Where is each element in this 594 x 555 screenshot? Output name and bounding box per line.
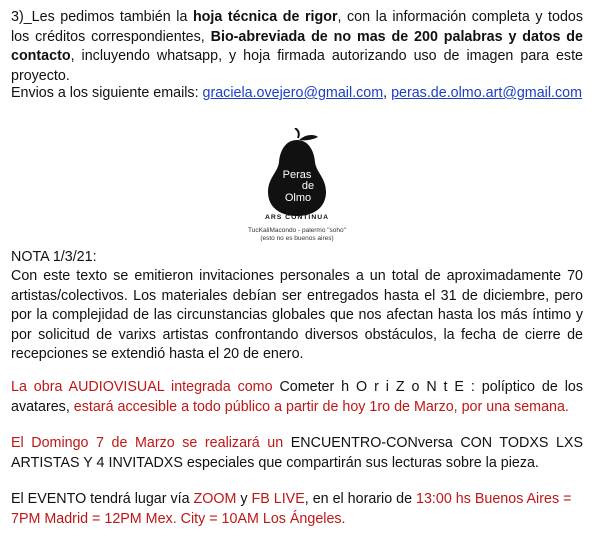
intro-paragraph bbox=[11, 8, 583, 86]
pear-logo-icon bbox=[222, 128, 372, 223]
logo-tagline-1: TucKaliMacondo - palermo "soho" bbox=[248, 227, 346, 234]
intro-tail: , incluyendo whatsapp, y hoja firmada autorizando uso de imagen para este proyecto. bbox=[11, 48, 583, 84]
audiovisual-red-lead: La obra AUDIOVISUAL integrada como bbox=[11, 379, 280, 395]
evento-and: y bbox=[236, 491, 252, 507]
evento-lead: El EVENTO tendrá lugar vía bbox=[11, 491, 194, 507]
encuentro-body: ENCUENTRO-CONversa CON TODXS LXS ARTISTAS Y 4 INVITADXS especiales que compartirán sus lecturas sobre la pieza. bbox=[11, 435, 583, 471]
emails-separator: , bbox=[383, 85, 392, 101]
encuentro-paragraph bbox=[11, 434, 583, 473]
intro-bold-bio: Bio-abreviada de no mas de 200 palabras y datos de contacto bbox=[11, 28, 583, 65]
intro-bold-technical-sheet: hoja técnica de rigor bbox=[192, 9, 338, 25]
emails-line bbox=[11, 84, 583, 104]
nota-body: Con este texto se emitieron invitaciones personales a un total de aproximadamente 70 artistas/colectivos. Los materiales debían ser entregados hasta el 31 de diciembre, pero por la complejidad de las circunstancias globales que nos afectan hasta los más íntimo y por solicitud de varixs artistas confrontando diversos obstáculos, la fecha de cierre de recepciones se extendió hasta el 20 de enero. bbox=[11, 268, 583, 363]
evento-zoom: ZOOM bbox=[193, 491, 237, 507]
evento-paragraph bbox=[11, 490, 583, 529]
audiovisual-paragraph bbox=[11, 378, 583, 417]
evento-times: 13:00 hs Buenos Aires = 7PM Madrid = 12PM Mex. City = 10AM Los Ángeles. bbox=[11, 491, 572, 527]
logo-subtitle: ARS CONTINUA bbox=[264, 214, 330, 221]
logo-tagline-2: (esto no es buenos aires) bbox=[260, 235, 334, 242]
logo-text-de: de bbox=[301, 180, 315, 192]
email-link-graciela[interactable]: graciela.ovejero@gmail.com bbox=[202, 85, 384, 101]
intro-mid: , con la información completa y todos los créditos correspondientes, bbox=[11, 9, 583, 45]
evento-fb-live: FB LIVE bbox=[251, 491, 305, 507]
audiovisual-title: Cometer h O r i Z o N t E : políptico de los avatares, bbox=[11, 379, 583, 415]
email-link-peras[interactable]: peras.de.olmo.art@gmail.com bbox=[391, 85, 582, 101]
logo-text-olmo: Olmo bbox=[284, 192, 312, 204]
encuentro-red-lead: El Domingo 7 de Marzo se realizará un bbox=[11, 435, 291, 451]
audiovisual-red-tail: estará accesible a todo público a partir de hoy 1ro de Marzo, por una semana. bbox=[69, 398, 569, 415]
peras-de-olmo-logo bbox=[222, 128, 372, 246]
nota-title: NOTA 1/3/21: bbox=[11, 249, 97, 265]
logo-text-peras: Peras bbox=[282, 169, 312, 181]
emails-label: Envios a los siguiente emails: bbox=[11, 85, 203, 101]
evento-schedule-label: , en el horario de bbox=[304, 491, 417, 507]
intro-lead: 3)_Les pedimos también la bbox=[11, 9, 193, 25]
